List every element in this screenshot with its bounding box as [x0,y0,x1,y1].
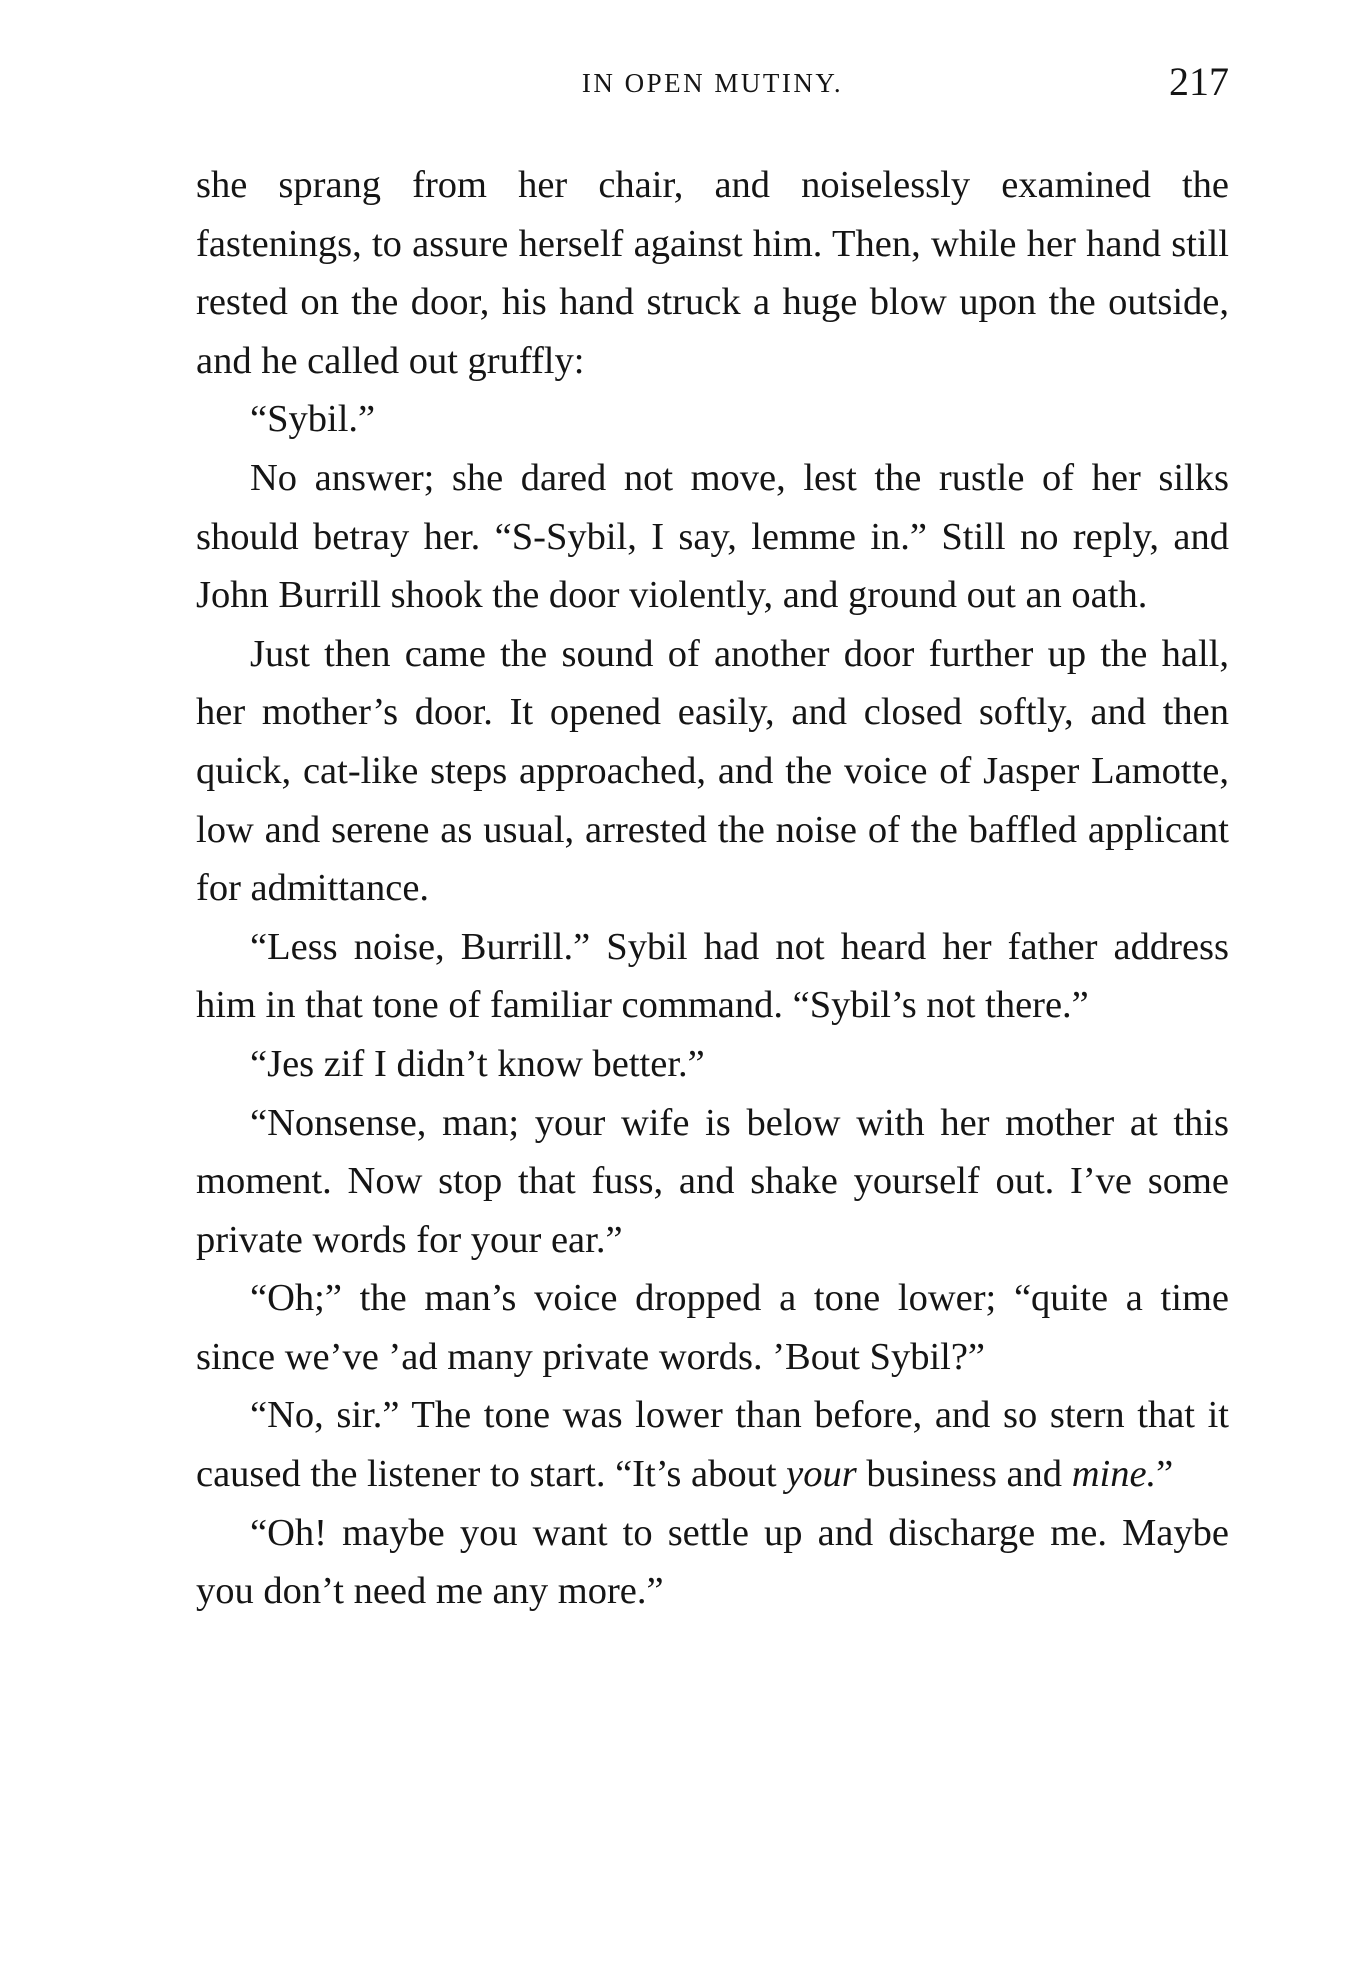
page-header [196,58,1229,110]
paragraph-2: “Sybil.” [250,398,376,441]
paragraph-3: No answer; she dared not move, lest the rustle of her silks should betray her. “S-Sybil, I say, lemme in.” Still no reply, and John Burrill shook the door violently, and ground out an oath. [196,456,1229,617]
paragraph-9-emphasis-mine: mine. [1071,1453,1157,1496]
paragraph-7: “Nonsense, man; your wife is below with her mother at this moment. Now stop that fuss, and shake yourself out. I’ve some private words for your ear.” [196,1101,1229,1261]
paragraph-4: Just then came the sound of another door further up the hall, her mother’s door. It opened easily, and closed softly, and then quick, cat-like steps approached, and the voice of Jasper Lamotte, low and serene as usual, arrested the noise of the baffled applicant for admittance. [196,632,1229,910]
paragraph-9-text-after: ” [1156,1453,1174,1496]
book-page [196,58,1229,1613]
paragraph-9 [196,1386,1229,1503]
running-head: IN OPEN MUTINY. [581,68,844,98]
paragraph-9-text-before: “No, sir.” The tone was lower than before, and so stern that it caused the listener to start. “It’s about [196,1394,1229,1496]
paragraph-9-emphasis-your: your [786,1453,857,1496]
paragraph-8: “Oh;” the man’s voice dropped a tone lower; “quite a time since we’ve ’ad many private words. ’Bout Sybil?” [196,1277,1229,1378]
paragraph-10: “Oh! maybe you want to settle up and discharge me. Maybe you don’t need me any more.” [196,1511,1229,1613]
paragraph-6: “Jes zif I didn’t know better.” [250,1042,705,1085]
body-text [196,156,1229,1621]
page-number: 217 [1169,59,1229,104]
paragraph-9-text-middle: business and [856,1453,1072,1496]
paragraph-5: “Less noise, Burrill.” Sybil had not heard her father address him in that tone of familiar command. “Sybil’s not there.” [196,925,1229,1027]
paragraph-1: she sprang from her chair, and noiselessly examined the fastenings, to assure herself against him. Then, while her hand still rested on the door, his hand struck a huge blow upon the outside, and he called out gruffly: [196,164,1229,382]
